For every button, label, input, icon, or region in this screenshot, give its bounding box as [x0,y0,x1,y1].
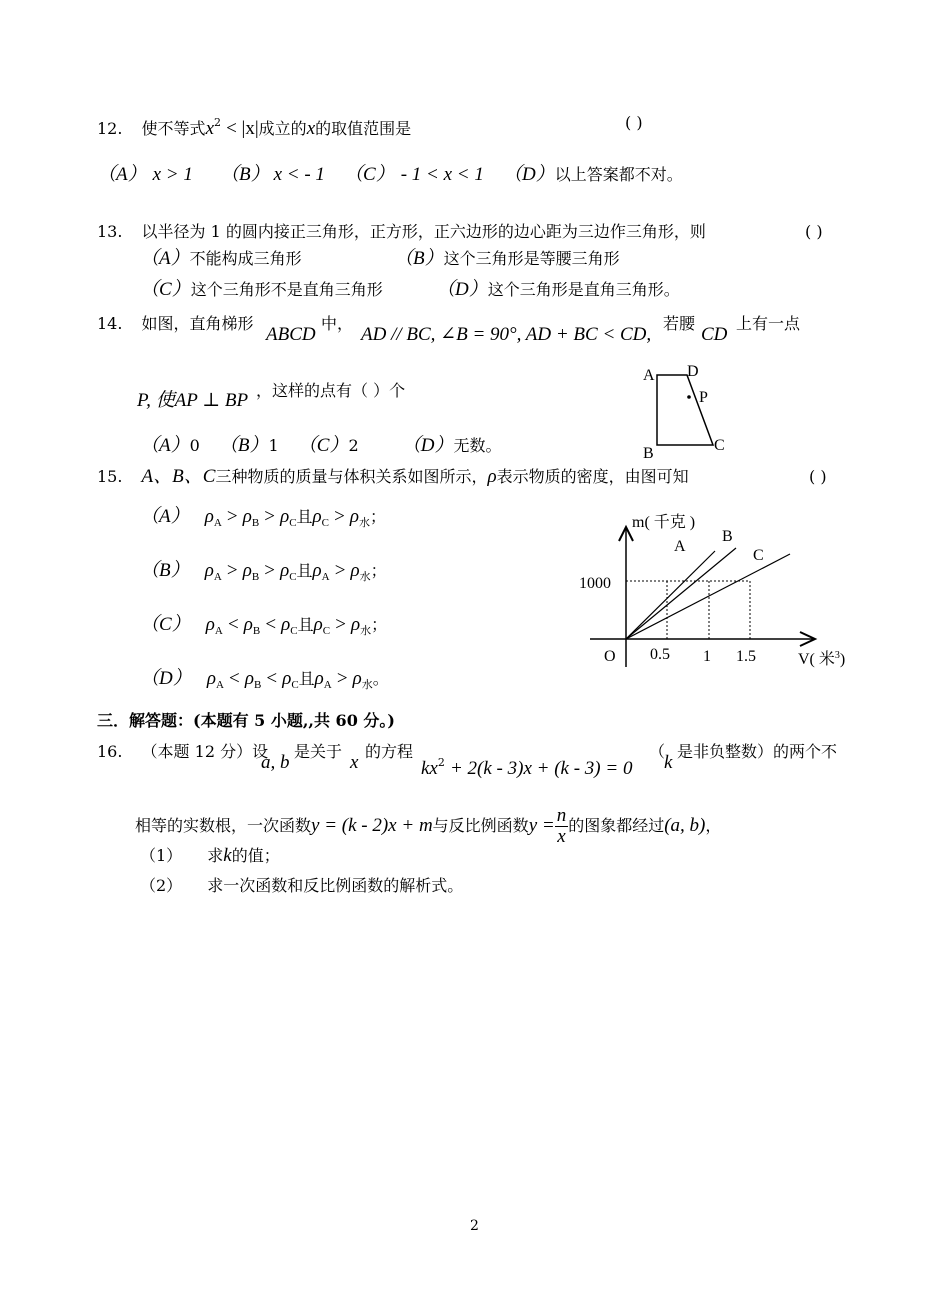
q12-text-b: 成立的 [258,119,307,138]
q14-text-d: 上有一点 [736,314,801,333]
line-label-a: A [674,538,686,555]
q14-opt-b-label: （B） [218,435,269,456]
q12-text: 使不等式 [141,119,206,138]
q15-abc: A、B、C [141,466,216,487]
q14-text-c: 若腰 [663,314,696,333]
q13-options-row1 [140,248,302,270]
y-tick-1000: 1000 [579,575,611,592]
origin-label: O [604,648,616,665]
q16-text-a: （本题 12 分）设 [141,742,269,761]
q16-sub1-label: （1） [140,846,183,865]
page-number: 2 [470,1218,479,1234]
mass-volume-graph [570,505,860,677]
q16-y-eq: y = [528,815,555,836]
trapezoid-label-b: B [643,445,654,462]
q14-conditions: AD // BC, ∠B = 90°, AD + BC < CD, [361,324,652,345]
q14-text-b: 中， [321,314,354,333]
q14-line1 [97,313,254,335]
q15-line1 [97,466,689,488]
q16-math-k [664,752,672,774]
q14-abcd: ABCD [266,324,316,345]
q12-line1 [97,112,411,140]
x-tick-0.5: 0.5 [650,646,670,663]
line-c [626,554,790,639]
q14-opt-a: 0 [189,436,200,455]
q14-text-a: 如图，直角梯形 [141,314,254,333]
line-label-c: C [753,547,764,564]
q14-options [140,435,502,457]
q16-sub1: （1） 求k的值； [140,845,280,866]
q14-math-b [361,324,651,346]
q16-ab: a, b [261,752,290,773]
q15-number: 15. [97,467,123,486]
q16-sub2-label: （2） [140,876,183,895]
q12-opt-c-label: （C） [344,164,395,185]
q16-sub2-text: 求一次函数和反比例函数的解析式。 [207,876,464,895]
q16-line1 [97,741,268,763]
q15-option-a: （A） $\rho_A > \rho_B > \rho_C$且$\rho_C > \rho_水$； [140,506,387,529]
q13-bracket: ( ) [805,222,823,241]
q13-number: 13. [97,222,123,241]
trapezoid-label-p: P [699,389,708,406]
q16-x: x [350,752,359,773]
q16-linear-eq: y = (k - 2)x + m [311,815,433,836]
line-a [626,551,715,639]
q13-opt-a-label: （A） [140,248,190,269]
q15-option-b: （B） $\rho_A > \rho_B > \rho_C$且$\rho_A > \rho_水$； [140,560,387,583]
point-p-dot [687,395,691,399]
q12-opt-b-label: （B） [219,164,270,185]
q16-line2-a: 相等的实数根，一次函数 [135,816,312,835]
q12-opt-a-label: （A） [97,164,147,185]
q16-text-d: （ [649,742,666,761]
q14-line2-text: ，这样的点有（ ）个 [256,381,406,400]
q16-sub2 [140,875,463,897]
q16-line2-c: 的图象都经过 [568,816,665,835]
q12-math-x: x [205,118,214,139]
q14-math-a [266,324,316,346]
q13-opt-a: 不能构成三角形 [189,249,302,268]
q13-line1 [97,221,706,243]
line-label-b: B [722,528,733,545]
q13-opt-d-label: （D） [436,279,488,300]
q15-opt-d-label: （D） [140,668,192,689]
q15-option-d: （D） $\rho_A < \rho_B < \rho_C$且$\rho_A > \rho_水$。 [140,668,389,691]
q14-opt-d-label: （D） [401,435,454,456]
q13-opt-b-label: （B） [394,248,444,269]
q13-options-row2b [436,279,680,301]
q13-opt-d: 这个三角形是直角三角形。 [487,280,680,299]
q12-number: 12. [97,119,123,138]
q16-math-ab [261,752,290,774]
q15-opt-b-label: （B） [140,560,190,581]
trapezoid-figure [636,360,736,462]
q14-p-condition: P, 使AP ⊥ BP [137,390,249,411]
q12-opt-b: x < - 1 [273,164,325,185]
q12-text-c: 的取值范围是 [315,119,412,138]
q13-opt-c-label: （C） [140,279,191,300]
q12-bracket: ( ) [625,113,643,132]
line-b [626,548,736,639]
q12-math-abs: < |x| [226,118,259,139]
q15-text-b: 表示物质的密度，由图可知 [496,467,689,486]
q13-opt-c: 这个三角形不是直角三角形 [190,280,383,299]
x-tick-1: 1 [703,648,711,665]
q14-opt-b: 1 [268,436,279,455]
q16-text-c: 的方程 [365,742,414,761]
q16-point: (a, b) [664,815,706,836]
q14-line2 [137,390,248,412]
q14-opt-c-label: （C） [297,435,349,456]
q14-math-c [701,324,727,346]
q15-rho: ρ [487,466,497,487]
q16-fraction: $\frac{n}{x}$ [556,805,567,847]
q14-opt-d: 无数。 [453,436,502,455]
trapezoid-label-c: C [714,437,725,454]
q14-cd: CD [701,324,728,345]
q12-opt-d: 以上答案都不对。 [554,165,683,184]
trapezoid-label-a: A [643,367,655,384]
x-axis-label: V( 米$^3$) [798,650,846,668]
q14-opt-a-label: （A） [140,435,190,456]
q16-number: 16. [97,742,123,761]
q12-opt-c: - 1 < x < 1 [400,164,484,185]
q15-opt-c-label: （C） [140,614,191,635]
trapezoid-label-d: D [687,363,699,380]
q13-options-row2 [140,279,383,301]
q12-sup: 2 [214,116,221,129]
q13-options-row1b [394,248,620,270]
q16-text-e: 是非负整数）的两个不 [677,742,838,761]
x-tick-1.5: 1.5 [736,648,756,665]
q15-option-c: （C） $\rho_A < \rho_B < \rho_C$且$\rho_C > \rho_水$； [140,614,388,637]
section3-title: 三．解答题：(本题有 5 小题,,共 60 分。) [97,711,395,730]
q13-text: 以半径为 1 的圆内接正三角形，正方形，正六边形的边心距为三边作三角形，则 [141,222,706,241]
trapezoid-shape [657,375,713,445]
q14-opt-c: 2 [348,436,359,455]
q16-text-b: 是关于 [294,742,343,761]
q16-math-x [350,752,358,774]
q15-text-a: 三种物质的质量与体积关系如图所示， [215,467,488,486]
y-axis-label: m( 千克 ) [632,514,696,531]
q16-equation: $kx^2 + 2(k - 3)x + (k - 3) = 0$ [421,756,633,779]
q15-opt-a-label: （A） [140,506,190,527]
q12-math-x2: x [306,118,316,139]
q12-opt-d-label: （D） [502,164,555,185]
q14-number: 14. [97,314,123,333]
q16-line2: 相等的实数根，一次函数y = (k - 2)x + m与反比例函数y = $\frac{n}{x}$ 的图象都经过(a, b)， [135,805,722,847]
q12-options [97,164,683,186]
q16-line2-b: 与反比例函数 [432,816,529,835]
q16-k: k [664,752,673,773]
q15-bracket: ( ) [809,467,827,486]
q13-opt-b: 这个三角形是等腰三角形 [443,249,620,268]
q12-opt-a: x > 1 [152,164,193,185]
